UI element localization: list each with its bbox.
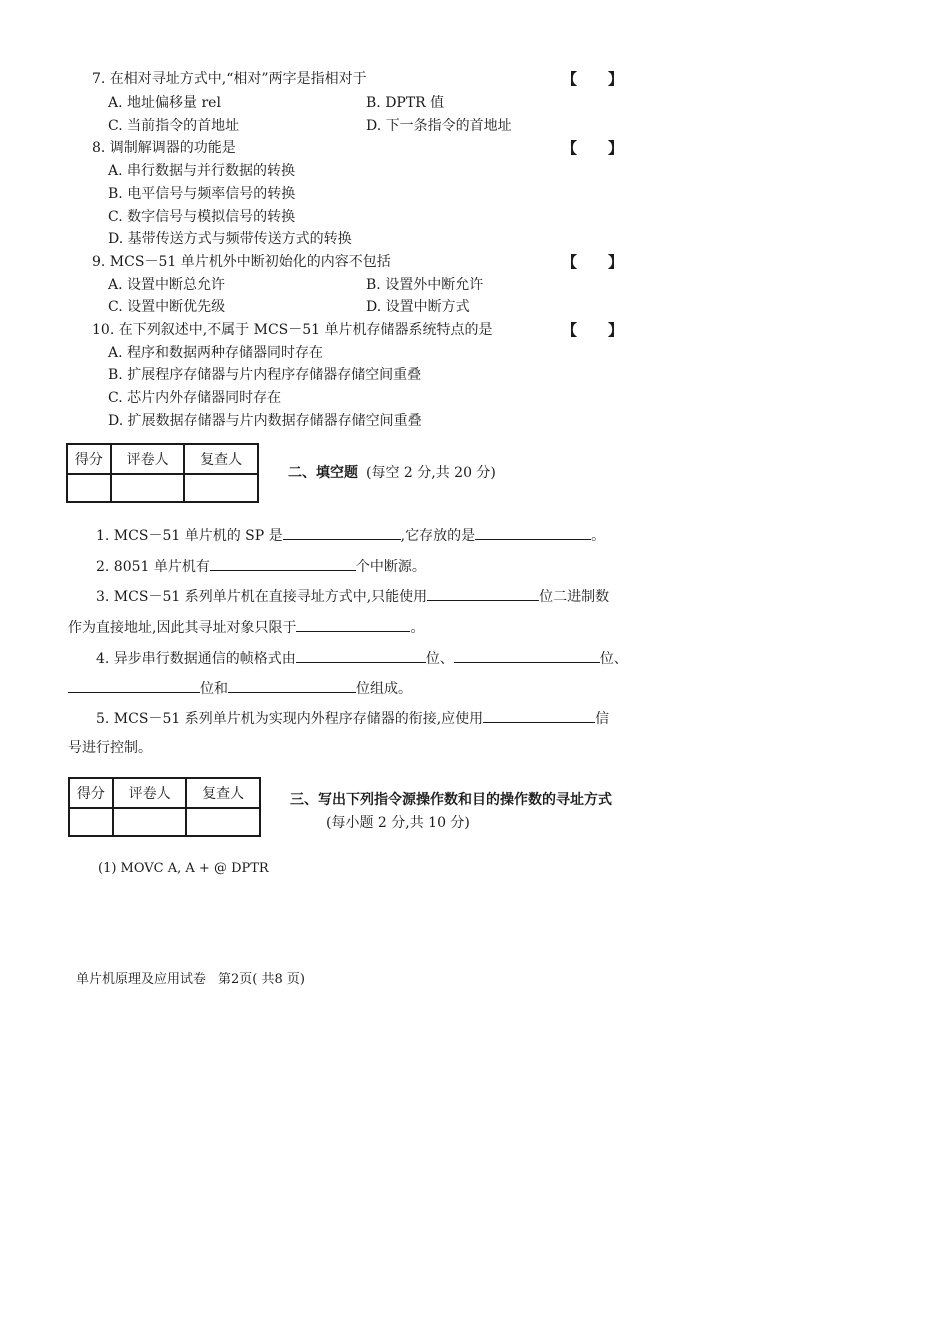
- grader-header: 评卷人: [111, 444, 185, 474]
- score-cell[interactable]: [67, 474, 111, 502]
- reviewer-cell[interactable]: [184, 474, 258, 502]
- question-10-option-d: D. 扩展数据存储器与片内数据存储器存储空间重叠: [108, 413, 422, 429]
- fill-item-4-text-c: 位、: [599, 651, 628, 667]
- answer-bracket-open: 【: [562, 70, 578, 88]
- fill-item-3: [96, 588, 609, 604]
- fill-item-2: [96, 558, 426, 574]
- answer-blank[interactable]: [427, 588, 539, 601]
- answer-blank[interactable]: [454, 650, 600, 663]
- question-8-stem: 8. 调制解调器的功能是: [92, 140, 236, 156]
- question-7-option-d: D. 下一条指令的首地址: [366, 118, 512, 134]
- fill-item-2-text-b: 个中断源。: [355, 559, 426, 575]
- answer-bracket-open: 【: [562, 139, 578, 157]
- fill-item-3-cont: [68, 619, 424, 635]
- question-9-option-c: C. 设置中断优先级: [108, 299, 226, 315]
- answer-blank[interactable]: [475, 527, 591, 540]
- fill-item-3-text-b: 位二进制数: [539, 589, 610, 605]
- fill-item-1-text-b: ,它存放的是: [400, 528, 476, 544]
- section-3-item-1: (1) MOVC A, A + @ DPTR: [98, 861, 269, 876]
- section-2-title: 二、填空题: [288, 465, 358, 481]
- fill-item-4-text-a: 4. 异步串行数据通信的帧格式由: [96, 651, 296, 667]
- question-8-option-a: A. 串行数据与并行数据的转换: [108, 163, 296, 179]
- answer-blank[interactable]: [296, 650, 426, 663]
- grader-cell[interactable]: [111, 474, 185, 502]
- reviewer-cell[interactable]: [186, 808, 260, 836]
- answer-blank[interactable]: [283, 527, 401, 540]
- question-7-option-a: A. 地址偏移量 rel: [108, 95, 221, 111]
- fill-item-3-text-c: 作为直接地址,因此其寻址对象只限于: [68, 620, 297, 636]
- question-10-stem: 10. 在下列叙述中,不属于 MCS－51 单片机存储器系统特点的是: [92, 322, 493, 338]
- fill-item-3-text-a: 3. MCS－51 系列单片机在直接寻址方式中,只能使用: [96, 589, 428, 605]
- fill-item-3-text-d: 。: [410, 620, 425, 636]
- answer-blank[interactable]: [483, 710, 595, 723]
- answer-bracket-open: 【: [562, 321, 578, 339]
- fill-item-5: [96, 710, 609, 726]
- section-3-note: (每小题 2 分,共 10 分): [326, 815, 470, 831]
- answer-bracket-close: 】: [608, 321, 624, 339]
- grader-header: 评卷人: [113, 778, 187, 808]
- question-9-stem: 9. MCS－51 单片机外中断初始化的内容不包括: [92, 254, 391, 270]
- section-2-note: (每空 2 分,共 20 分): [366, 465, 496, 481]
- footer-page-number: 第2页( 共8 页): [218, 972, 305, 987]
- answer-bracket-close: 】: [608, 139, 624, 157]
- question-7-option-c: C. 当前指令的首地址: [108, 118, 240, 134]
- fill-item-4-text-e: 位组成。: [356, 681, 412, 697]
- fill-item-4-text-d: 位和: [200, 681, 228, 697]
- score-table: [68, 777, 261, 837]
- question-9-option-b: B. 设置外中断允许: [366, 277, 484, 293]
- fill-item-5-text-a: 5. MCS－51 系列单片机为实现内外程序存储器的衔接,应使用: [96, 711, 484, 727]
- fill-item-1-text-a: 1. MCS－51 单片机的 SP 是: [96, 528, 283, 544]
- answer-bracket-close: 】: [608, 253, 624, 271]
- fill-item-4-text-b: 位、: [425, 651, 454, 667]
- reviewer-header: 复查人: [186, 778, 260, 808]
- score-table: [66, 443, 259, 503]
- question-8-option-c: C. 数字信号与模拟信号的转换: [108, 209, 296, 225]
- fill-item-1: [96, 527, 605, 543]
- question-8-option-b: B. 电平信号与频率信号的转换: [108, 186, 296, 202]
- reviewer-header: 复查人: [184, 444, 258, 474]
- answer-bracket-open: 【: [562, 253, 578, 271]
- answer-bracket-close: 】: [608, 70, 624, 88]
- answer-blank[interactable]: [296, 619, 410, 632]
- fill-item-2-text-a: 2. 8051 单片机有: [96, 559, 210, 575]
- score-cell[interactable]: [69, 808, 113, 836]
- fill-item-5-text-b: 信: [595, 711, 610, 727]
- question-10-option-c: C. 芯片内外存储器同时存在: [108, 390, 282, 406]
- fill-item-4-cont: [68, 680, 412, 696]
- question-7-option-b: B. DPTR 值: [366, 95, 445, 111]
- grader-cell[interactable]: [113, 808, 187, 836]
- answer-blank[interactable]: [68, 680, 200, 693]
- fill-item-5-cont: 号进行控制。: [68, 740, 152, 756]
- score-header: 得分: [69, 778, 113, 808]
- question-8-option-d: D. 基带传送方式与频带传送方式的转换: [108, 231, 352, 247]
- footer-course-title: 单片机原理及应用试卷: [76, 972, 207, 987]
- question-9-option-d: D. 设置中断方式: [366, 299, 470, 315]
- question-9-option-a: A. 设置中断总允许: [108, 277, 226, 293]
- section-3-title: 三、写出下列指令源操作数和目的操作数的寻址方式: [290, 792, 612, 808]
- answer-blank[interactable]: [228, 680, 356, 693]
- question-7-stem: 7. 在相对寻址方式中,“相对”两字是指相对于: [92, 71, 367, 87]
- fill-item-4: [96, 650, 628, 666]
- answer-blank[interactable]: [210, 558, 356, 571]
- score-header: 得分: [67, 444, 111, 474]
- question-10-option-a: A. 程序和数据两种存储器同时存在: [108, 345, 324, 361]
- question-10-option-b: B. 扩展程序存储器与片内程序存储器存储空间重叠: [108, 367, 422, 383]
- fill-item-1-text-c: 。: [591, 528, 606, 544]
